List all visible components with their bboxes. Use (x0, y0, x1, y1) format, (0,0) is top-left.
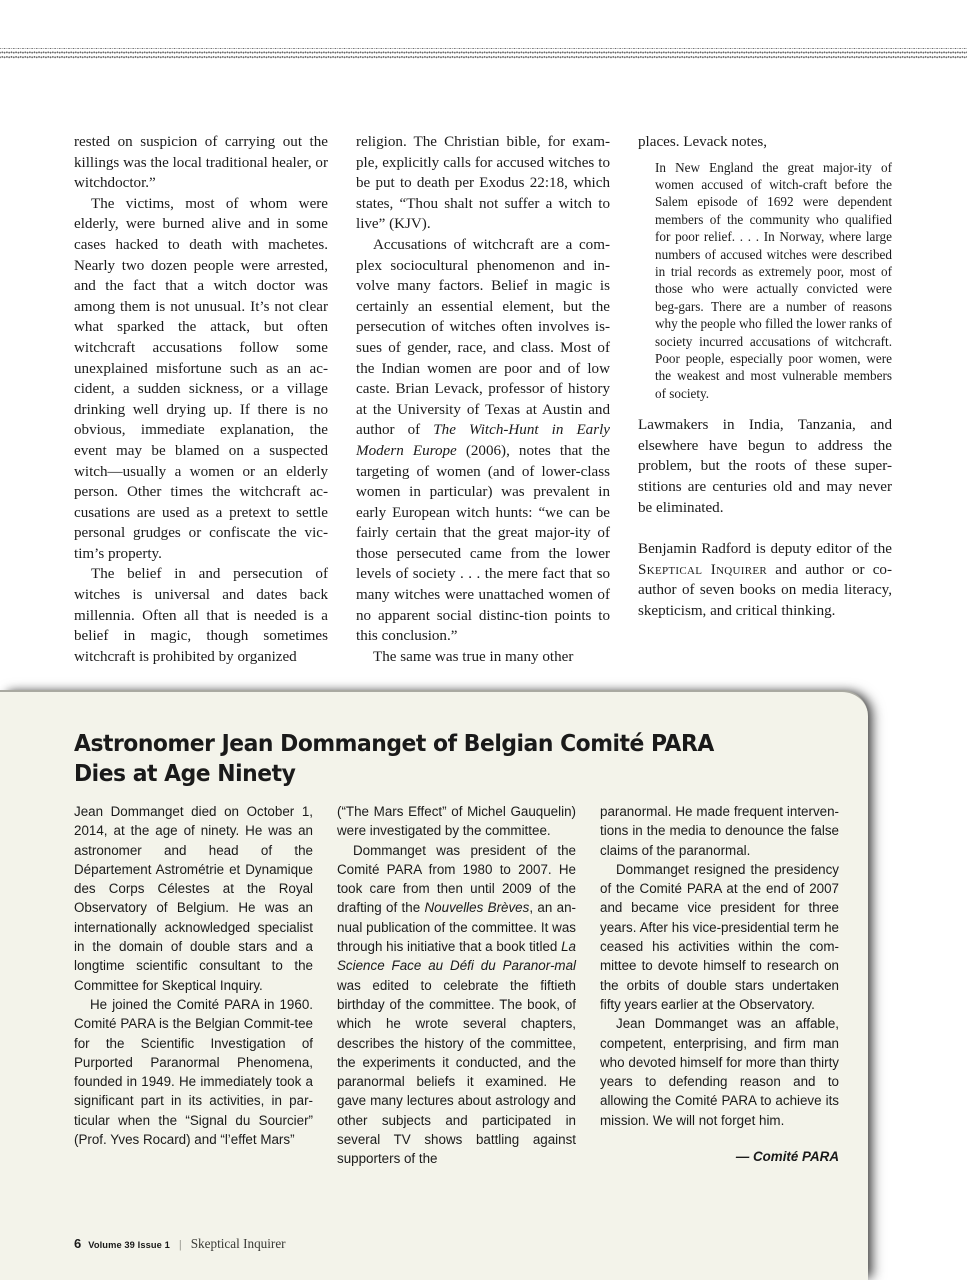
article-column-2 (356, 132, 610, 667)
footer-publication-name: Skeptical Inquirer (190, 1236, 286, 1251)
obituary-column-3 (600, 802, 839, 1169)
paragraph: Jean Dommanget died on October 1, 2014, at the age of ninety. He was an astronomer and head of the Département Astrométrie et Dynamique des Corps Célestes at the Royal Observatory of Belgium. He was an internationally acknowledged specialist in the domain of double stars and a longtime scientific consultant to the Committee for Skeptical Inquiry. (74, 804, 313, 993)
obituary-headline: Astronomer Jean Dommanget of Belgian Comité PARA Dies at Age Ninety (74, 729, 714, 787)
article-column-1 (74, 132, 328, 667)
author-bio-before: Benjamin Radford is deputy editor of the (638, 541, 892, 558)
publication-name: Skeptical Inquirer (638, 561, 768, 578)
publication-title: Nouvelles Brèves (424, 900, 530, 916)
paragraph: The same was true in many other (373, 648, 574, 665)
author-bio (638, 539, 892, 621)
pull-quote (655, 159, 892, 403)
book-title: The Witch-Hunt in Early Modern Europe (356, 422, 610, 459)
paragraph-text: Accusations of witchcraft are a com-plex sociocultural phenomenon and in-volve many factors. Belief in magic is certainly an essential element, but the persecution of witches often involves is-sues of gender, race, and class. Most of the Indian women are poor and of low caste. Brian Levack, professor of history at the University of Texas at Austin and author of (356, 236, 610, 439)
top-dotted-divider (0, 48, 967, 60)
page-footer (74, 1236, 286, 1252)
paragraph (356, 235, 610, 647)
obituary-columns (74, 802, 839, 1169)
paragraph-text: was edited to celebrate the fiftieth birthday of the committee. The book, of which he wrote several chapters, describes the history of the committee, the experiments it conducted, and the paranormal beliefs it examined. He gave many lectures about astrology and other subjects and participated in several TV shows battling against supporters of the (337, 977, 576, 1167)
paragraph: religion. The Christian bible, for exam-ple, explicitly calls for accused witches to be put to death per Exodus 22:18, which states, “Thou shalt not suffer a witch to live” (KJV). (356, 134, 610, 233)
paragraph: The belief in and persecution of witches is universal and dates back millennia. Often all that is needed is a belief in magic, though sometimes witchcraft is prohibited by organized (74, 566, 328, 665)
footer-volume-issue: Volume 39 Issue 1 (88, 1240, 170, 1250)
paragraph-lead: (“The Mars Effect” of Michel Gauquelin) were investigated by the committee. (337, 804, 576, 839)
obituary-box (0, 690, 868, 1280)
paragraph-text-tail: (2006), notes that the targeting of women (and of lower-class women in particular) was prevalent in early European witch hunts: “we can be fairly certain that the great major-ity of those persecuted came from the lower levels of society . . . the mere fact that so many witches were unattached women of no apparent social distinc-tion points to this conclusion.” (356, 442, 611, 645)
paragraph: He joined the Comité PARA in 1960. Comité PARA is the Belgian Commit-tee for the Scientific Investigation of Purported Paranormal Phenomena, founded in 1949. He immediately took a significant part in its activities, in par-ticular when the “Signal du Sourcier” (Prof. Yves Rocard) and “l’effet Mars” (74, 996, 313, 1148)
footer-page-number: 6 (74, 1236, 82, 1251)
paragraph-text: , an an-nual publication of the committee. It was through his initiative that a book titled (337, 900, 576, 955)
paragraph: Jean Dommanget was an affable, competent, enterprising, and firm man who devoted himself for more than thirty years to defending reason and to allowing the Comité PARA to achieve its mission. We will not forget him. (600, 1016, 839, 1128)
article-body (74, 132, 894, 667)
obituary-column-1 (74, 802, 313, 1169)
footer-separator: | (178, 1239, 182, 1251)
article-column-3 (638, 132, 892, 667)
author-bio-after: and author or co-author of seven books on media literacy, skepticism, and critical thinking. (638, 561, 892, 620)
book-title: La Science Face au Défi du Paranor-mal (337, 939, 576, 974)
obituary-column-2 (337, 802, 576, 1169)
paragraph: Dommanget resigned the presidency of the Comité PARA at the end of 2007 and became vice president for three years. After his vice-presidential term he ceased his activities within the com-mittee to devote himself to research on the orbits of double stars undertaken fifty years earlier at the Observatory. (600, 861, 839, 1012)
paragraph: The victims, most of whom were elderly, were burned alive and in some cases hacked to death with machetes. Nearly two dozen people were arrested, and the fact that a witch doctor was among them is not unusual. It’s not clear what sparked the attack, but often witchcraft accusations follow some unexplained misfortune such as an ac-cident, a sudden sickness, or a village drinking well drying up. If there is no obvious, immediate explanation, the event may be blamed on a suspected witch—usually a women or an elderly person. Other times the witchcraft ac-cusations are used as a pretext to settle personal grudges or confiscate the vic-tim’s property. (74, 195, 328, 562)
obituary-attribution: — Comité PARA (735, 1149, 839, 1165)
paragraph-lead: places. Levack notes, (638, 134, 768, 150)
paragraph (337, 841, 576, 1169)
paragraph: rested on suspicion of carrying out the killings was the local traditional healer, or witchdoctor.” (74, 134, 328, 192)
paragraph-text: Dommanget was president of the Comité PARA from 1980 to 2007. He took care from then until 2009 of the drafting of the (337, 842, 576, 916)
paragraph: Lawmakers in India, Tanzania, and elsewhere have begun to address the problem, but the roots of these super-stitions are centuries old and may never be eliminated. (638, 417, 892, 516)
paragraph: paranormal. He made frequent interven-tions in the media to denounce the false claims of the paranormal. (600, 804, 839, 858)
pull-quote-text: In New England the great major-ity of women accused of witch-craft before the Salem episode of 1692 were dependent members of the community who qualified for poor relief. . . . In Norway, where large numbers of accused witches were described in trial records as extremely poor, most of those who were actually convicted were beg-gars. There are a number of reasons why the people who filled the lower ranks of society incurred accusations of witchcraft. Poor people, especially poor women, were the weakest and most vulnerable members of society. (655, 159, 892, 401)
